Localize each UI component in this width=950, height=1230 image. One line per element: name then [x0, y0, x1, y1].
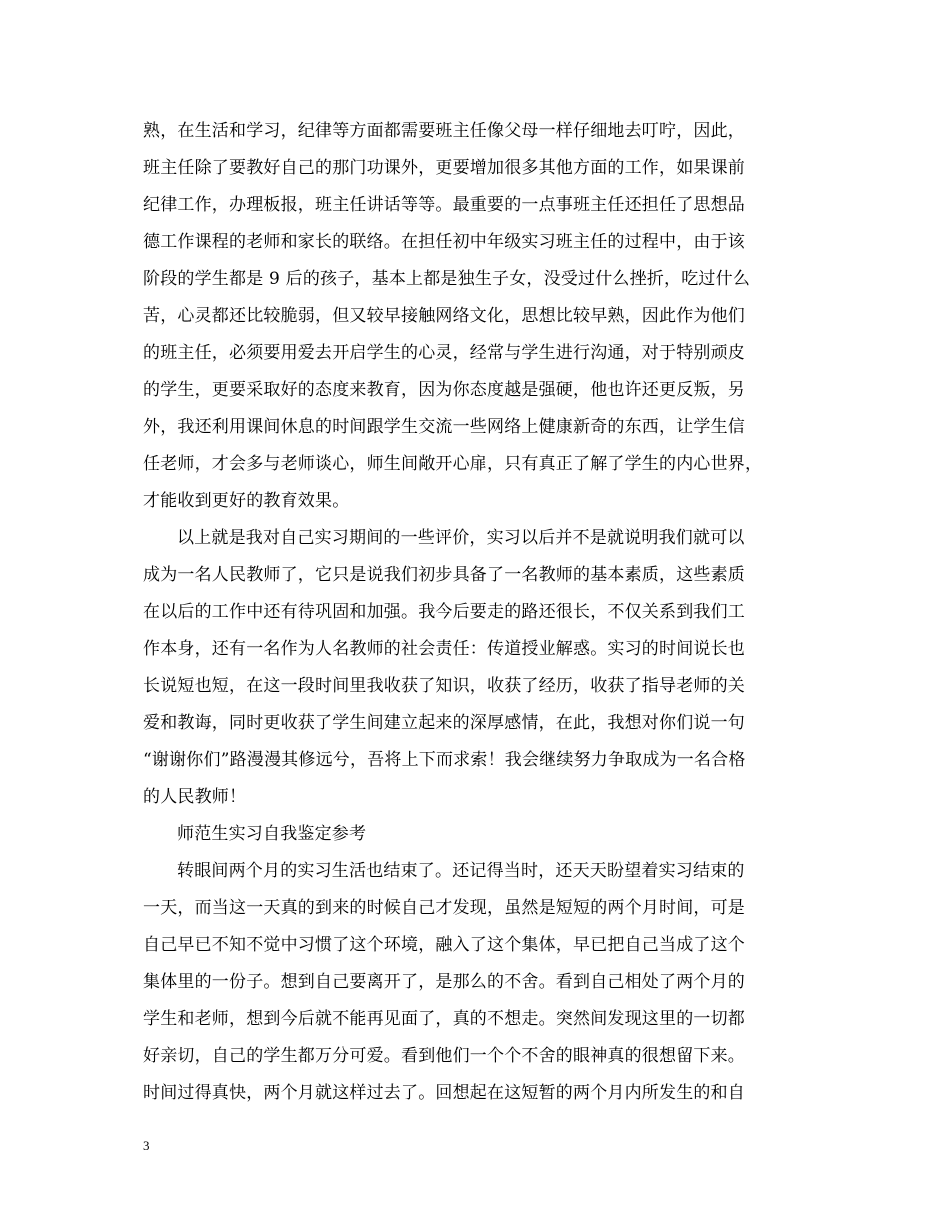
text-line: 长说短也短，在这一段时间里我收获了知识，收获了经历，收获了指导老师的关 — [143, 676, 745, 696]
text-line: 外，我还利用课间休息的时间跟学生交流一些网络上健康新奇的东西，让学生信 — [143, 417, 745, 437]
text-line: 的学生，更要采取好的态度来教育，因为你态度越是强硬，他也许还更反叛，另 — [143, 380, 745, 400]
text-line: 学生和老师，想到今后就不能再见面了，真的不想走。突然间发现这里的一切都 — [143, 1009, 745, 1029]
text-line: 的班主任，必须要用爱去开启学生的心灵，经常与学生进行沟通，对于特别顽皮 — [143, 343, 745, 363]
paragraph-first-line: 以上就是我对自己实习期间的一些评价，实习以后并不是就说明我们就可以 — [177, 528, 745, 548]
section-heading: 师范生实习自我鉴定参考 — [177, 824, 367, 844]
text-line: 熟，在生活和学习，纪律等方面都需要班主任像父母一样仔细地去叮咛，因此， — [143, 121, 745, 141]
text-line: 任老师，才会多与老师谈心，师生间敞开心扉，只有真正了解了学生的内心世界， — [143, 454, 763, 474]
text-line: 一天，而当这一天真的到来的时候自己才发现，虽然是短短的两个月时间，可是 — [143, 898, 745, 918]
paragraph-first-line: 转眼间两个月的实习生活也结束了。还记得当时，还天天盼望着实习结束的 — [177, 861, 745, 881]
text-line: 自己早已不知不觉中习惯了这个环境，融入了这个集体，早已把自己当成了这个 — [143, 935, 745, 955]
text-line: 的人民教师！ — [143, 787, 247, 807]
text-line: 集体里的一份子。想到自己要离开了，是那么的不舍。看到自己相处了两个月的 — [143, 972, 745, 992]
text-line: 时间过得真快，两个月就这样过去了。回想起在这短暂的两个月内所发生的和自 — [143, 1083, 745, 1103]
text-line: 苦，心灵都还比较脆弱，但又较早接触网络文化，思想比较早熟，因此作为他们 — [143, 306, 745, 326]
text-line: “谢谢你们”路漫漫其修远兮，吾将上下而求索！我会继续努力争取成为一名合格 — [143, 750, 746, 770]
text-line: 纪律工作，办理板报，班主任讲话等等。最重要的一点事班主任还担任了思想品 — [143, 195, 745, 215]
text-line: 好亲切，自己的学生都万分可爱。看到他们一个个不舍的眼神真的很想留下来。 — [143, 1046, 745, 1066]
text-line: 作本身，还有一名作为人名教师的社会责任：传道授业解惑。实习的时间说长也 — [143, 639, 745, 659]
text-line: 成为一名人民教师了，它只是说我们初步具备了一名教师的基本素质，这些素质 — [143, 565, 745, 585]
text-line: 阶段的学生都是 9 后的孩子，基本上都是独生子女，没受过什么挫折，吃过什么 — [143, 269, 751, 289]
text-line: 在以后的工作中还有待巩固和加强。我今后要走的路还很长，不仅关系到我们工 — [143, 602, 745, 622]
text-line: 才能收到更好的教育效果。 — [143, 491, 350, 511]
text-line: 德工作课程的老师和家长的联络。在担任初中年级实习班主任的过程中，由于该 — [143, 232, 745, 252]
text-line: 班主任除了要教好自己的那门功课外，更要增加很多其他方面的工作，如果课前 — [143, 158, 745, 178]
text-line: 爱和教诲，同时更收获了学生间建立起来的深厚感情，在此，我想对你们说一句 — [143, 713, 745, 733]
document-body — [143, 113, 823, 1112]
page-number: 3 — [143, 1138, 150, 1153]
